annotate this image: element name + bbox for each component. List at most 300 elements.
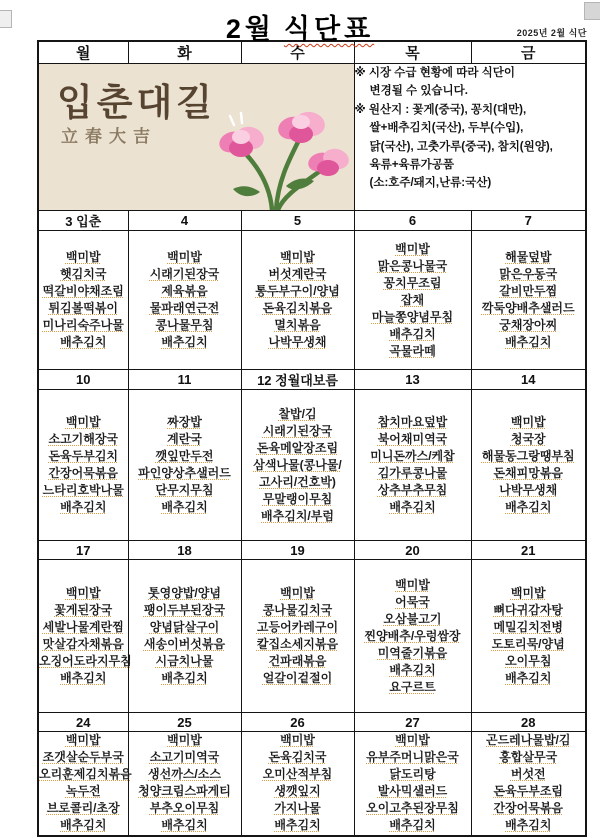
menu-item-text: 무말랭이무침 — [262, 491, 333, 506]
scan-artifact-right — [584, 2, 600, 20]
menu-item — [355, 309, 471, 326]
menu-item — [39, 749, 128, 766]
menu-item — [472, 448, 586, 465]
menu-item-text: 백미밥 — [65, 586, 101, 600]
menu-item-text: 해물동그랑땡부침 — [481, 449, 575, 463]
menu-item — [472, 499, 586, 516]
menu-cell — [38, 560, 132, 713]
menu-item-text: 양념닭살구이 — [149, 620, 220, 634]
menu-item — [242, 602, 354, 619]
menu-item-text: 팽이두부된장국 — [143, 603, 226, 617]
menu-item-text: 뼈다귀감자탕 — [493, 603, 564, 617]
menu-item-text: 찰밥/김 — [278, 406, 317, 421]
menu-item-text: 건파래볶음 — [268, 654, 327, 668]
menu-item — [355, 482, 471, 499]
note-line: 쌀+배추김치(국산), 두부(수입), — [369, 122, 524, 135]
menu-item-text: 멸치볶음 — [274, 318, 321, 332]
note-line: 육류+육류가공품 — [369, 158, 454, 171]
menu-item-text: 돈육김치국 — [268, 750, 327, 765]
menu-table — [37, 40, 587, 837]
menu-cell — [128, 390, 241, 541]
menu-item — [129, 317, 241, 334]
menu-row — [38, 231, 586, 370]
menu-item — [355, 645, 471, 662]
menu-item-text: 소고기미역국 — [149, 750, 220, 765]
day-header: 목 — [354, 41, 471, 64]
menu-item — [242, 457, 354, 474]
date-row — [38, 211, 586, 231]
date-cell: 7 — [471, 211, 586, 231]
date-cell: 17 — [38, 541, 128, 560]
note-line: 변경될 수 있습니다. — [369, 85, 468, 98]
menu-item — [472, 465, 586, 482]
page-subtitle: 2025년 2월 식단 — [516, 28, 587, 38]
menu-item-text: 느타리호박나물 — [42, 483, 124, 497]
notes-list — [355, 64, 586, 193]
menu-item — [129, 766, 241, 783]
menu-item-text: 맑은우동국 — [499, 267, 558, 281]
menu-item-text: 백미밥 — [65, 250, 101, 264]
menu-item-text: 돈육두부김치 — [48, 449, 119, 463]
menu-item — [242, 440, 354, 457]
menu-item — [242, 474, 354, 491]
menu-item-text: 백미밥 — [395, 577, 430, 592]
date-row — [38, 713, 586, 732]
menu-item — [472, 766, 586, 783]
menu-item — [129, 619, 241, 636]
menu-item-text: 유부주머니맑은국 — [366, 750, 459, 765]
menu-item — [472, 249, 586, 266]
menu-item — [39, 249, 128, 266]
menu-item-text: 간장어묵볶음 — [48, 466, 119, 480]
menu-cell — [241, 390, 354, 541]
menu-cell — [471, 732, 586, 836]
menu-item — [242, 732, 354, 749]
menu-item-text: 콩나물무침 — [155, 318, 214, 332]
menu-item-text: 배추김치 — [60, 335, 107, 349]
menu-cell — [38, 732, 132, 836]
menu-row — [38, 732, 586, 836]
menu-item — [129, 749, 241, 766]
menu-item-text: 백미밥 — [280, 250, 315, 264]
menu-item-text: 배추김치 — [274, 818, 321, 833]
menu-item — [472, 482, 586, 499]
menu-item-text: 부추오이무침 — [149, 801, 220, 816]
date-cell: 20 — [354, 541, 471, 560]
menu-item — [472, 732, 586, 749]
date-row — [38, 370, 586, 390]
menu-item — [39, 732, 128, 749]
menu-item-text: 배추김치 — [161, 671, 208, 685]
menu-item-text: 갈비만두찜 — [499, 284, 558, 298]
menu-item — [355, 448, 471, 465]
menu-item — [355, 800, 471, 817]
menu-item — [39, 585, 128, 602]
menu-item-text: 배추김치 — [60, 818, 107, 833]
menu-item-text: 나박무생채 — [268, 335, 327, 349]
date-cell: 14 — [471, 370, 586, 390]
date-cell: 10 — [38, 370, 128, 390]
menu-item — [129, 670, 241, 687]
spring-banner — [38, 64, 354, 211]
menu-item — [242, 783, 354, 800]
menu-item — [39, 499, 128, 516]
menu-item-text: 곡물라떼 — [389, 343, 436, 358]
date-cell: 21 — [471, 541, 586, 560]
menu-item — [39, 414, 128, 431]
menu-item — [129, 636, 241, 653]
menu-cell — [471, 560, 586, 713]
menu-item-text: 제육볶음 — [161, 284, 208, 298]
menu-item-text: 햇김치국 — [60, 267, 107, 281]
menu-item-text: 궁채장아찌 — [499, 318, 558, 332]
menu-item — [242, 406, 354, 423]
menu-cell — [354, 390, 471, 541]
menu-cell — [241, 732, 354, 836]
date-cell: 25 — [128, 713, 241, 732]
menu-item — [242, 749, 354, 766]
menu-cell — [128, 231, 241, 370]
menu-cell — [354, 732, 471, 836]
date-cell: 28 — [471, 713, 586, 732]
menu-item — [129, 266, 241, 283]
menu-item — [129, 732, 241, 749]
menu-item-text: 고등어카레구이 — [256, 620, 339, 634]
menu-item-text: 배추김치 — [60, 500, 107, 514]
menu-item — [39, 653, 132, 670]
note-line: (소:호주/돼지,난류:국산) — [369, 177, 492, 190]
menu-item — [355, 732, 471, 749]
menu-cell — [471, 231, 586, 370]
menu-item-text: 홍합살무국 — [499, 750, 558, 765]
menu-item — [39, 266, 128, 283]
menu-item-text: 얼갈이겉절이 — [262, 671, 333, 685]
menu-item — [129, 585, 241, 602]
notes-cell — [354, 64, 586, 211]
menu-item — [39, 670, 128, 687]
menu-cell — [38, 231, 128, 370]
menu-item-text: 발사믹샐러드 — [377, 784, 448, 799]
menu-item — [129, 465, 241, 482]
date-cell: 24 — [38, 713, 128, 732]
menu-item-text: 파인양상추샐러드 — [138, 466, 231, 480]
menu-item — [242, 249, 354, 266]
menu-item-text: 배추김치 — [60, 671, 107, 685]
menu-item-text: 백미밥 — [280, 733, 315, 748]
menu-item — [242, 653, 354, 670]
menu-item — [472, 585, 586, 602]
menu-item — [355, 499, 471, 516]
menu-item — [472, 602, 586, 619]
menu-item — [129, 800, 241, 817]
banner-row — [38, 64, 586, 211]
menu-cell — [128, 732, 241, 836]
menu-item — [242, 300, 354, 317]
menu-item-text: 조갯살순두부국 — [42, 750, 124, 765]
menu-item-text: 꽃게된장국 — [54, 603, 113, 617]
menu-cell — [471, 390, 586, 541]
menu-item — [472, 266, 586, 283]
menu-item — [39, 300, 128, 317]
menu-item-text: 배추김치 — [505, 671, 552, 685]
menu-item-text: 짜장밥 — [167, 415, 202, 429]
menu-item — [129, 283, 241, 300]
menu-item-text: 시래기된장국 — [149, 267, 220, 281]
menu-item-text: 시금치나물 — [155, 654, 214, 668]
menu-item — [129, 448, 241, 465]
day-header: 금 — [471, 41, 586, 64]
menu-item — [242, 317, 354, 334]
menu-item-text: 오이고추된장무침 — [366, 801, 459, 816]
menu-item — [39, 431, 128, 448]
menu-item-text: 버섯계란국 — [268, 267, 327, 281]
calendar-body — [38, 41, 586, 836]
menu-item — [355, 414, 471, 431]
menu-item-text: 녹두전 — [65, 784, 101, 799]
menu-item-text: 청국장 — [510, 432, 546, 446]
menu-item — [355, 749, 471, 766]
menu-item-text: 소고기해장국 — [48, 432, 119, 446]
menu-item-text: 미나리숙주나물 — [42, 318, 124, 332]
menu-item-text: 배추김치 — [389, 500, 436, 514]
page-title — [226, 14, 374, 44]
menu-item-text: 오징어도라지무침 — [39, 654, 132, 668]
menu-item — [129, 783, 241, 800]
menu-item — [472, 414, 586, 431]
menu-item — [39, 283, 128, 300]
menu-item — [472, 800, 586, 817]
menu-item-text: 삼색나물(콩나물/ — [253, 457, 342, 472]
menu-item — [242, 491, 354, 508]
menu-item — [472, 636, 586, 653]
menu-item — [355, 343, 471, 360]
menu-cell — [354, 231, 471, 370]
menu-item — [472, 431, 586, 448]
menu-item — [39, 619, 128, 636]
menu-item-text: 배추김치 — [505, 335, 552, 349]
date-cell: 18 — [128, 541, 241, 560]
menu-item-text: 콩나물김치국 — [262, 603, 333, 617]
menu-item — [39, 636, 128, 653]
menu-item — [355, 766, 471, 783]
menu-item-text: 물파래연근전 — [149, 301, 220, 315]
menu-item — [355, 275, 471, 292]
menu-item-text: 백미밥 — [510, 415, 546, 429]
menu-item — [355, 817, 471, 834]
menu-item-text: 김가루콩나물 — [377, 466, 448, 480]
menu-item — [129, 653, 241, 670]
menu-item — [129, 431, 241, 448]
menu-item — [129, 300, 241, 317]
menu-item-text: 시래기된장국 — [262, 423, 333, 438]
menu-item-text: 깍둑양배추샐러드 — [481, 301, 575, 315]
menu-row — [38, 560, 586, 713]
menu-item-text: 계란국 — [167, 432, 202, 446]
menu-item — [242, 508, 354, 525]
menu-item-text: 브로콜리/초장 — [46, 801, 120, 816]
menu-item — [242, 585, 354, 602]
menu-cell — [38, 390, 128, 541]
menu-cell — [354, 560, 471, 713]
menu-item-text: 배추김치 — [505, 500, 552, 514]
menu-item-text: 찐양배추/우렁쌈장 — [364, 628, 461, 643]
menu-item — [39, 817, 128, 834]
menu-item — [129, 482, 241, 499]
spring-flowers-illustration — [188, 106, 350, 210]
menu-item-text: 꽁치무조림 — [383, 275, 442, 290]
menu-item — [355, 577, 471, 594]
menu-item — [129, 334, 241, 351]
menu-item — [242, 800, 354, 817]
menu-item — [39, 783, 128, 800]
menu-item-text: 메밀김치전병 — [493, 620, 564, 634]
menu-item-text: 떡갈비야채조림 — [42, 284, 124, 298]
menu-item-text: 칼집소세지볶음 — [256, 637, 339, 651]
day-header: 월 — [38, 41, 128, 64]
menu-item — [39, 482, 128, 499]
menu-item — [242, 283, 354, 300]
menu-item-text: 해물덮밥 — [505, 250, 552, 264]
menu-item — [129, 249, 241, 266]
menu-row — [38, 390, 586, 541]
date-cell: 13 — [354, 370, 471, 390]
menu-item — [355, 628, 471, 645]
menu-item-text: 상추부추무침 — [377, 483, 448, 497]
menu-item-text: 배추김치 — [161, 500, 208, 514]
title-bar — [0, 0, 600, 44]
menu-cell — [241, 231, 354, 370]
menu-item-text: 미니돈까스/케찹 — [370, 449, 455, 463]
menu-item — [355, 326, 471, 343]
date-cell: 27 — [354, 713, 471, 732]
menu-item-text: 생깻잎지 — [274, 784, 321, 799]
date-cell: 11 — [128, 370, 241, 390]
banner-korean-text: 입춘대길 — [57, 82, 216, 123]
menu-item — [129, 499, 241, 516]
menu-item-text: 배추김치 — [161, 818, 208, 833]
menu-item-text: 깻잎만두전 — [155, 449, 214, 463]
date-cell: 26 — [241, 713, 354, 732]
menu-item — [39, 317, 128, 334]
note-line: 닭(국산), 고춧가루(중국), 참치(원양), — [369, 140, 553, 153]
menu-item-text: 백미밥 — [167, 733, 202, 748]
menu-item-text: 미역줄기볶음 — [377, 645, 448, 660]
menu-item-text: 배추김치/부럼 — [261, 508, 334, 523]
menu-item — [242, 670, 354, 687]
day-header: 화 — [128, 41, 241, 64]
menu-item-text: 배추김치 — [161, 335, 208, 349]
menu-item — [355, 679, 471, 696]
menu-item — [355, 594, 471, 611]
menu-item-text: 새송이버섯볶음 — [143, 637, 226, 651]
menu-item — [39, 602, 128, 619]
menu-item — [242, 423, 354, 440]
menu-item — [355, 465, 471, 482]
menu-item-text: 닭도리탕 — [389, 767, 436, 782]
menu-item-text: 오삼불고기 — [383, 611, 442, 626]
menu-item-text: 맛살감자채볶음 — [42, 637, 124, 651]
date-cell: 6 — [354, 211, 471, 231]
menu-item-text: 백미밥 — [395, 733, 430, 748]
menu-item — [355, 783, 471, 800]
menu-item-text: 잡채 — [400, 292, 425, 307]
menu-item — [472, 749, 586, 766]
menu-item — [355, 258, 471, 275]
menu-item-text: 세발나물계란찜 — [42, 620, 124, 634]
menu-item — [129, 817, 241, 834]
menu-item-text: 간장어묵볶음 — [493, 801, 564, 816]
menu-item — [472, 670, 586, 687]
menu-item-text: 돈채피망볶음 — [493, 466, 564, 480]
date-row — [38, 541, 586, 560]
menu-item-text: 요구르트 — [389, 679, 436, 694]
menu-item-text: 오리훈제김치볶음 — [39, 767, 132, 782]
date-cell: 3 입춘 — [38, 211, 128, 231]
menu-item — [39, 766, 132, 783]
menu-item-text: 마늘쫑양념무침 — [371, 309, 454, 324]
menu-item — [355, 292, 471, 309]
day-header: 수 — [241, 41, 354, 64]
menu-item — [129, 414, 241, 431]
date-cell: 5 — [241, 211, 354, 231]
menu-item — [39, 800, 128, 817]
menu-cell — [241, 560, 354, 713]
menu-item — [39, 465, 128, 482]
menu-item-text: 돈육두부조림 — [493, 784, 564, 799]
menu-item — [242, 266, 354, 283]
menu-item-text: 백미밥 — [65, 415, 101, 429]
menu-item — [39, 448, 128, 465]
menu-item-text: 청양크림스파게티 — [138, 784, 231, 799]
menu-item-text: 어묵국 — [395, 594, 430, 609]
menu-item-text: 배추김치 — [389, 662, 436, 677]
menu-cell — [128, 560, 241, 713]
menu-item-text: 배추김치 — [505, 818, 552, 833]
menu-item — [472, 653, 586, 670]
note-line: ※ 원산지 : 꽃게(중국), 꽁치(대만), — [354, 103, 527, 116]
menu-item-text: 튀김볼떡볶이 — [48, 301, 119, 315]
page-title-main: 식단표 — [283, 14, 375, 44]
menu-item — [242, 766, 354, 783]
menu-item — [472, 317, 586, 334]
menu-item — [472, 334, 586, 351]
menu-item — [355, 431, 471, 448]
menu-item-text: 맑은콩나물국 — [377, 258, 448, 273]
menu-item-text: 참치마요덮밥 — [377, 415, 448, 429]
menu-item — [472, 817, 586, 834]
menu-item — [355, 662, 471, 679]
menu-item — [242, 619, 354, 636]
page-title-month: 2월 — [225, 14, 275, 44]
menu-item-text: 톳영양밥/양념 — [148, 586, 221, 600]
scan-artifact-left — [0, 10, 12, 28]
menu-item — [355, 611, 471, 628]
menu-item-text: 배추김치 — [389, 326, 436, 341]
menu-item — [355, 241, 471, 258]
menu-item — [242, 334, 354, 351]
menu-item — [129, 602, 241, 619]
date-cell: 19 — [241, 541, 354, 560]
banner-hanja-text: 立春大吉 — [61, 127, 157, 146]
menu-item-text: 오미산적부침 — [262, 767, 333, 782]
note-line: ※ 시장 수급 현황에 따라 식단이 — [354, 67, 515, 79]
menu-item-text: 돈육메알장조림 — [256, 440, 339, 455]
menu-item-text: 버섯전 — [510, 767, 546, 782]
menu-item-text: 북어채미역국 — [377, 432, 448, 446]
menu-item-text: 백미밥 — [65, 733, 101, 748]
menu-item — [242, 636, 354, 653]
menu-item-text: 백미밥 — [395, 241, 430, 256]
